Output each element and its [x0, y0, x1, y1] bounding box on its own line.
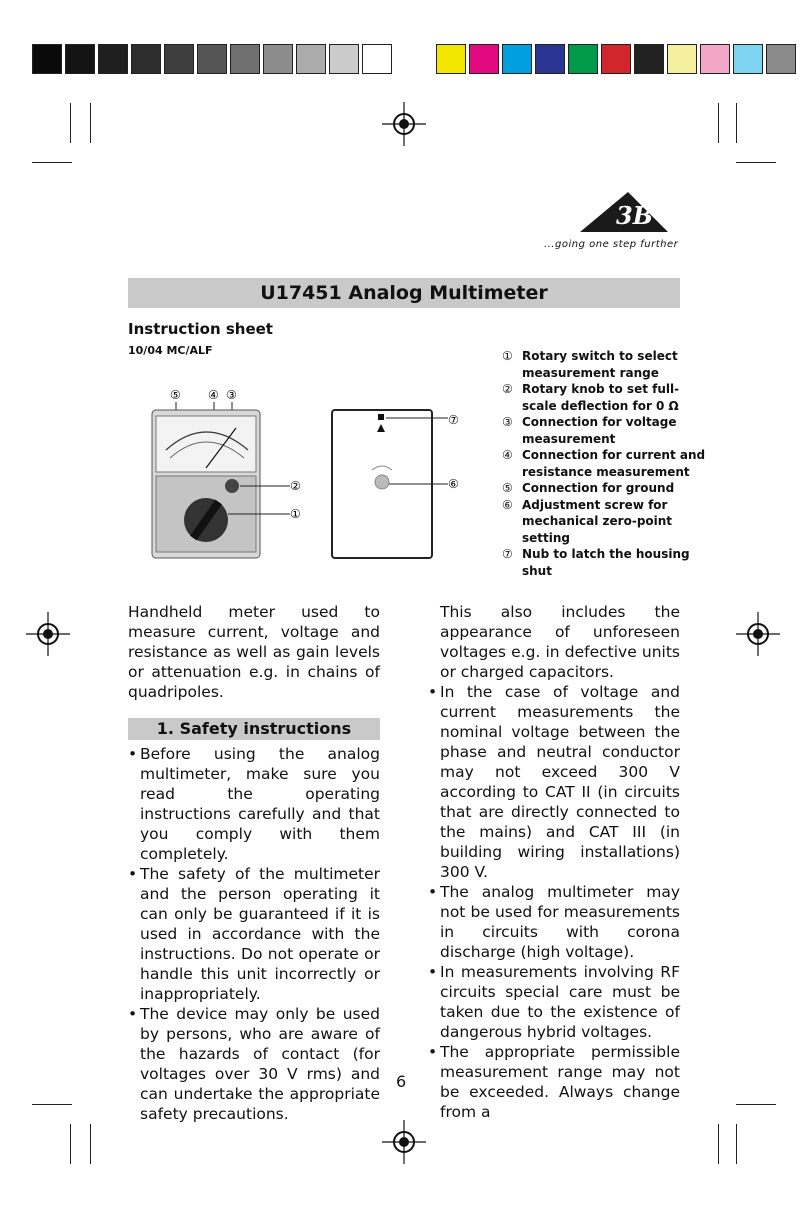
crop-mark [736, 162, 776, 163]
crop-mark [70, 1124, 71, 1164]
crop-mark [718, 103, 719, 143]
color-calibration-bar [436, 44, 799, 74]
list-item: • The device may only be used by persons, who are aware of the hazards of contact (for voltages over 30 V rms) and can undertake the appropriate safety precautions. [128, 1005, 380, 1123]
registration-mark-icon [736, 612, 780, 656]
legend-item: ⑦ Nub to latch the housing shut [502, 547, 690, 578]
legend-item: ⑤ Connection for ground [502, 481, 675, 495]
color-swatch [164, 44, 194, 74]
multimeter-back-illustration [326, 404, 476, 564]
color-swatch [436, 44, 466, 74]
legend-item: ③ Connection for voltage measurement [502, 415, 677, 446]
component-legend [502, 348, 712, 579]
color-swatch [700, 44, 730, 74]
3b-logo-icon [576, 186, 672, 238]
callout-7: ⑦ [448, 413, 459, 427]
callout-4: ④ [208, 388, 219, 402]
logo-tagline: ...going one step further [544, 239, 679, 250]
continuation-paragraph: This also includes the appearance of unforeseen voltages e.g. in defective units or charged capacitors. [440, 603, 680, 681]
color-swatch [601, 44, 631, 74]
list-item: • In measurements involving RF circuits special care must be taken due to the existence of dangerous hybrid voltages. [428, 963, 680, 1041]
registration-mark-icon [382, 1120, 426, 1164]
left-column [128, 602, 380, 1124]
grayscale-calibration-bar [32, 44, 395, 74]
crop-mark [718, 1124, 719, 1164]
color-swatch [329, 44, 359, 74]
color-swatch [32, 44, 62, 74]
color-swatch [469, 44, 499, 74]
color-swatch [535, 44, 565, 74]
crop-mark [32, 162, 72, 163]
list-item: • In the case of voltage and current measurements the nominal voltage between the phase and neutral conductor may not exceed 300 V according to CAT II (in circuits that are directly connected to the mains) and CAT III (in building wiring installations) 300 V. [428, 683, 680, 881]
list-item: • The safety of the multimeter and the person operating it can only be guaranteed if it is used in accordance with the instructions. Do not operate or handle this unit incorrectly or inappropriately. [128, 865, 380, 1003]
callout-6: ⑥ [448, 477, 459, 491]
color-swatch [634, 44, 664, 74]
legend-item: ① Rotary switch to select measurement range [502, 349, 678, 380]
color-swatch [230, 44, 260, 74]
callout-3: ③ [226, 388, 237, 402]
color-swatch [362, 44, 392, 74]
list-item: • Before using the analog multimeter, make sure you read the operating instructions carefully and that you comply with them completely. [128, 745, 380, 863]
callout-2: ② [290, 479, 301, 493]
intro-paragraph: Handheld meter used to measure current, voltage and resistance as well as gain levels or attenuation e.g. in chains of quadripoles. [128, 603, 380, 701]
list-item: • The analog multimeter may not be used for measurements in circuits with corona discharge (high voltage). [428, 883, 680, 961]
list-item: • The appropriate permissible measurement range may not be exceeded. Always change from a [428, 1043, 680, 1121]
section-heading-safety: 1. Safety instructions [128, 718, 380, 740]
color-swatch [197, 44, 227, 74]
instruction-sheet-heading: Instruction sheet [128, 320, 273, 338]
color-swatch [98, 44, 128, 74]
color-swatch [296, 44, 326, 74]
svg-text:3B: 3B [616, 201, 653, 230]
color-swatch [766, 44, 796, 74]
crop-mark [736, 1124, 737, 1164]
color-swatch [131, 44, 161, 74]
color-swatch [667, 44, 697, 74]
registration-mark-icon [382, 102, 426, 146]
right-column [428, 602, 680, 1122]
page-number: 6 [396, 1072, 407, 1091]
registration-mark-icon [26, 612, 70, 656]
multimeter-front-illustration [140, 384, 320, 564]
page-title: U17451 Analog Multimeter [128, 278, 680, 308]
color-swatch [263, 44, 293, 74]
document-date: 10/04 MC/ALF [128, 344, 213, 357]
color-swatch [733, 44, 763, 74]
crop-mark [90, 103, 91, 143]
legend-item: ② Rotary knob to set full-scale deflection for 0 Ω [502, 382, 680, 413]
crop-mark [70, 103, 71, 143]
callout-1: ① [290, 507, 301, 521]
color-swatch [502, 44, 532, 74]
crop-mark [736, 1104, 776, 1105]
crop-mark [32, 1104, 72, 1105]
color-swatch [568, 44, 598, 74]
callout-5: ⑤ [170, 388, 181, 402]
crop-mark [736, 103, 737, 143]
legend-item: ④ Connection for current and resistance measurement [502, 448, 706, 479]
color-swatch [65, 44, 95, 74]
crop-mark [90, 1124, 91, 1164]
legend-item: ⑥ Adjustment screw for mechanical zero-point setting [502, 497, 673, 545]
